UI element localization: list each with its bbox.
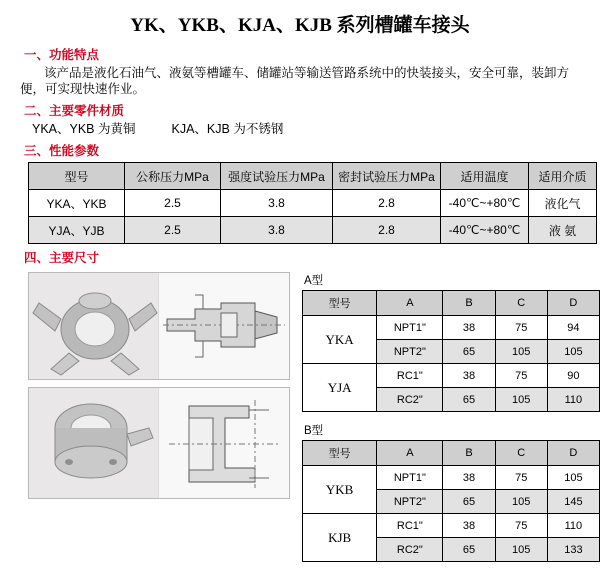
col-header-model: 型号 — [303, 441, 377, 466]
cell-d: 110 — [547, 388, 599, 412]
col-header-b: B — [443, 291, 495, 316]
table-row — [29, 190, 597, 217]
cell-c: 105 — [495, 388, 547, 412]
cell-d: 110 — [547, 514, 599, 538]
coupling-photo-b-graphic — [29, 388, 160, 498]
cell-c: 75 — [495, 316, 547, 340]
col-header-nominal-pressure: 公称压力MPa — [125, 163, 221, 190]
coupling-drawing-b-graphic — [159, 388, 289, 498]
cell-medium: 液 氨 — [529, 217, 597, 244]
cell-d: 145 — [547, 490, 599, 514]
photo-type-b — [29, 388, 159, 498]
section-heading-features: 一、功能特点 — [24, 48, 100, 62]
dimension-tables-column — [302, 272, 600, 572]
dimensions-area — [14, 272, 586, 556]
cell-temperature: -40℃~+80℃ — [441, 190, 529, 217]
table-row — [303, 466, 600, 490]
cell-b: 65 — [443, 490, 495, 514]
coupling-photo-a-graphic — [29, 273, 160, 379]
col-header-medium: 适用介质 — [529, 163, 597, 190]
cell-c: 75 — [495, 364, 547, 388]
cell-d: 94 — [547, 316, 599, 340]
col-header-seal-pressure: 密封试验压力MPa — [333, 163, 441, 190]
cell-seal-pressure: 2.8 — [333, 217, 441, 244]
cell-d: 133 — [547, 538, 599, 562]
cell-model: YJA、YJB — [29, 217, 125, 244]
col-header-c: C — [495, 441, 547, 466]
col-header-model: 型号 — [303, 291, 377, 316]
cell-c: 105 — [495, 340, 547, 364]
drawing-type-a — [158, 273, 289, 379]
table-header-row — [303, 441, 600, 466]
cell-a: RC2" — [377, 538, 443, 562]
cell-c: 105 — [495, 490, 547, 514]
cell-a: NPT2" — [377, 340, 443, 364]
table-row — [29, 217, 597, 244]
figure-type-b — [28, 387, 290, 499]
cell-medium: 液化气 — [529, 190, 597, 217]
cell-a: RC2" — [377, 388, 443, 412]
cell-a: RC1" — [377, 364, 443, 388]
cell-strength-pressure: 3.8 — [221, 190, 333, 217]
coupling-drawing-a-graphic — [159, 273, 289, 379]
page-title: YK、YKB、KJA、KJB 系列槽罐车接头 — [130, 15, 470, 36]
figure-type-a — [28, 272, 290, 380]
cell-strength-pressure: 3.8 — [221, 217, 333, 244]
cell-model: YKB — [303, 466, 377, 514]
cell-nominal-pressure: 2.5 — [125, 190, 221, 217]
col-header-b: B — [443, 441, 495, 466]
col-header-strength-pressure: 强度试验压力MPa — [221, 163, 333, 190]
col-header-d: D — [547, 291, 599, 316]
col-header-d: D — [547, 441, 599, 466]
cell-b: 38 — [443, 316, 495, 340]
section-heading-material: 二、主要零件材质 — [24, 104, 125, 118]
cell-d: 105 — [547, 466, 599, 490]
cell-b: 38 — [443, 466, 495, 490]
dim-table-b-label: B型 — [304, 425, 324, 437]
section-heading-performance: 三、性能参数 — [24, 144, 100, 158]
cell-seal-pressure: 2.8 — [333, 190, 441, 217]
section-heading-dimensions: 四、主要尺寸 — [24, 251, 100, 265]
table-row — [303, 514, 600, 538]
col-header-a: A — [377, 291, 443, 316]
cell-c: 75 — [495, 466, 547, 490]
cell-temperature: -40℃~+80℃ — [441, 217, 529, 244]
cell-b: 38 — [443, 514, 495, 538]
col-header-model: 型号 — [29, 163, 125, 190]
cell-a: NPT2" — [377, 490, 443, 514]
cell-b: 65 — [443, 538, 495, 562]
image-column — [28, 272, 290, 506]
dimension-table-a — [302, 290, 600, 412]
drawing-type-b — [158, 388, 289, 498]
cell-d: 90 — [547, 364, 599, 388]
table-header-row — [303, 291, 600, 316]
cell-c: 75 — [495, 514, 547, 538]
material-right-text: KJA、KJB 为不锈钢 — [171, 122, 284, 136]
cell-model: YJA — [303, 364, 377, 412]
cell-a: NPT1" — [377, 316, 443, 340]
table-row — [303, 316, 600, 340]
col-header-temperature: 适用温度 — [441, 163, 529, 190]
col-header-c: C — [495, 291, 547, 316]
table-row — [303, 364, 600, 388]
performance-table — [28, 162, 597, 244]
dim-table-a-label: A型 — [304, 275, 324, 287]
cell-b: 65 — [443, 388, 495, 412]
material-left-text: YKA、YKB 为黄铜 — [32, 122, 136, 136]
table-header-row — [29, 163, 597, 190]
cell-b: 38 — [443, 364, 495, 388]
material-line — [32, 121, 586, 137]
photo-type-a — [29, 273, 159, 379]
cell-model: YKA — [303, 316, 377, 364]
cell-a: NPT1" — [377, 466, 443, 490]
cell-d: 105 — [547, 340, 599, 364]
cell-c: 105 — [495, 538, 547, 562]
cell-a: RC1" — [377, 514, 443, 538]
cell-nominal-pressure: 2.5 — [125, 217, 221, 244]
cell-b: 65 — [443, 340, 495, 364]
cell-model: KJB — [303, 514, 377, 562]
cell-model: YKA、YKB — [29, 190, 125, 217]
features-paragraph: 该产品是液化石油气、液氨等槽罐车、储罐站等输送管路系统中的快装接头，安全可靠，装卸方便，可实现快速作业。 — [20, 66, 570, 96]
col-header-a: A — [377, 441, 443, 466]
dimension-table-b — [302, 440, 600, 562]
